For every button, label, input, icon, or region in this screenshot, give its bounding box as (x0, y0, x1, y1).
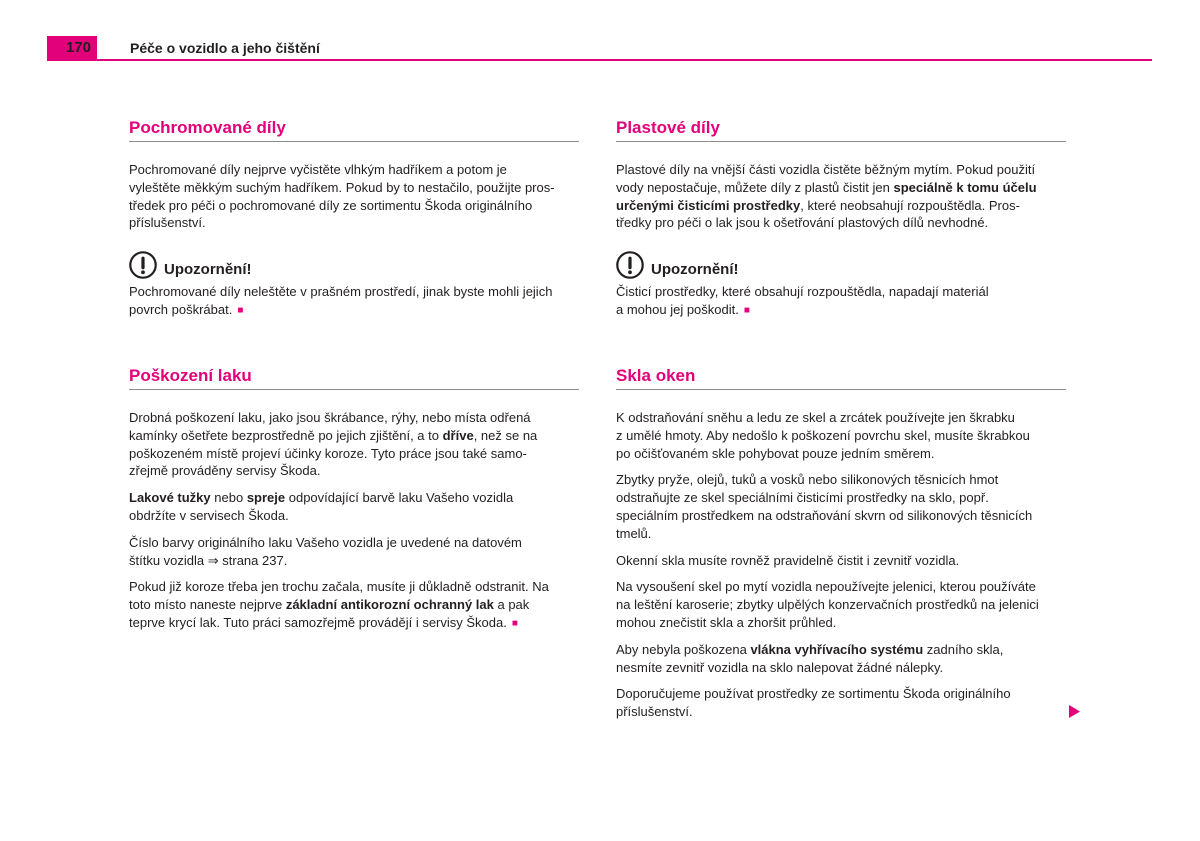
text-line (129, 489, 579, 507)
text-segment: teprve krycí lak. Tuto práci samozřejmě provádějí i servisy Škoda. (129, 614, 507, 630)
warning-title: Upozornění! (651, 261, 739, 279)
text-line: příslušenství. (129, 215, 206, 231)
section-body (616, 161, 1066, 232)
page-number-box (47, 36, 97, 60)
text-segment: , než se na (473, 427, 538, 443)
section-body (129, 409, 579, 632)
text-line (129, 614, 579, 632)
paragraph (616, 409, 1066, 462)
text-line (129, 596, 579, 614)
text-line: zřejmě prováděny servisy Škoda. (129, 463, 321, 479)
text-line: speciálním prostředkem na odstraňování skvrn od silikonových těsnicích (616, 507, 1033, 523)
section-plastic-parts (616, 118, 1066, 319)
section-paint-damage (129, 366, 579, 632)
paragraph (129, 578, 579, 631)
text-line: Drobná poškození laku, jako jsou škrábance, rýhy, nebo místa odřená (129, 410, 531, 425)
paragraph (616, 161, 1066, 232)
text-line: odstraňujte ze skel speciálními čisticími prostředky na sklo, popř. (616, 490, 989, 506)
section-end-marker: ■ (511, 617, 518, 629)
exclamation-circle-icon (129, 251, 157, 279)
bold-text: vlákna vyhřívacího systému (750, 641, 924, 657)
text-line (616, 641, 1066, 659)
warning-text (616, 283, 1066, 319)
text-line: na leštění karoserie; zbytky ulpělých konzervačních prostředků na jelenici (616, 597, 1039, 613)
text-line: obdržíte v servisech Škoda. (129, 507, 289, 523)
bold-text: určenými čisticími prostředky (616, 197, 801, 213)
text-segment: povrch poškrábat. (129, 301, 233, 317)
text-segment: zadního skla, (923, 641, 1004, 657)
bold-text: dříve (442, 427, 474, 443)
text-line: štítku vozidla ⇒ strana 237. (129, 552, 288, 568)
text-line: tmelů. (616, 525, 652, 541)
bold-text: Lakové tužky (129, 490, 211, 506)
text-line: Doporučujeme používat prostředky ze sortimentu Škoda originálního (616, 686, 1011, 702)
text-line: Okenní skla musíte rovněž pravidelně čistit i zevnitř vozidla. (616, 552, 960, 568)
paragraph (129, 161, 579, 232)
bold-text: speciálně k tomu účelu (893, 179, 1037, 195)
text-line: Zbytky pryže, olejů, tuků a vosků nebo silikonových těsnicích hmot (616, 472, 999, 488)
text-line: Pokud již koroze třeba jen trochu začala, musíte ji důkladně odstranit. Na (129, 579, 549, 595)
warning-text (129, 283, 579, 319)
text-line: Pochromované díly neleštěte v prašném prostředí, jinak byste mohli jejich (129, 284, 553, 300)
section-heading: Pochromované díly (129, 118, 579, 142)
warning-title: Upozornění! (164, 261, 252, 279)
paragraph (616, 578, 1066, 631)
text-line (616, 179, 1066, 197)
section-body (129, 161, 579, 232)
text-line (129, 427, 579, 445)
text-line: příslušenství. (616, 704, 693, 720)
text-line (616, 197, 1066, 215)
section-end-marker: ■ (237, 304, 244, 316)
bold-text: spreje (246, 490, 286, 506)
warning-box (129, 251, 579, 319)
text-line: tředky pro péči o lak jsou k ošetřování plastových dílů nevhodné. (616, 215, 989, 231)
text-segment: a mohou jej poškodit. (616, 301, 739, 317)
chapter-title: Péče o vozidlo a jeho čištění (130, 40, 320, 56)
section-heading: Plastové díly (616, 118, 1066, 142)
text-line: po očišťovaném skle pohybovat pouze jedním směrem. (616, 445, 935, 461)
section-end-marker: ■ (743, 304, 750, 316)
triangle-right-icon (1069, 705, 1080, 718)
paragraph (616, 552, 1066, 570)
text-line: poškozeném místě projeví účinky koroze. Tyto práce jsou také samo- (129, 445, 527, 461)
warning-box (616, 251, 1066, 319)
exclamation-circle-icon (616, 251, 644, 279)
text-segment: nebo (210, 490, 247, 506)
text-segment: odpovídající barvě laku Vašeho vozidla (285, 490, 514, 506)
paragraph (129, 534, 579, 570)
page-number: 170 (65, 39, 91, 56)
section-heading: Skla oken (616, 366, 1066, 390)
paragraph (616, 685, 1066, 721)
text-line: Na vysoušení skel po mytí vozidla nepoužívejte jelenici, kterou používáte (616, 579, 1036, 595)
paragraph (129, 409, 579, 480)
text-line: z umělé hmoty. Aby nedošlo k poškození povrchu skel, musíte škrabkou (616, 427, 1030, 443)
header-rule (47, 59, 1152, 61)
bold-text: základní antikorozní ochranný lak (285, 597, 494, 613)
text-line: mohou znečistit skla a zhoršit průhled. (616, 614, 837, 630)
text-segment: Aby nebyla poškozena (616, 641, 751, 657)
text-line: Čisticí prostředky, které obsahují rozpouštědla, napadají materiál (616, 284, 989, 300)
warning-header (616, 251, 1066, 279)
text-segment: kamínky ošetřete bezprostředně po jejich zjištění, a to (129, 427, 443, 443)
paragraph (616, 471, 1066, 542)
section-body (616, 409, 1066, 721)
text-segment: a pak (493, 597, 530, 613)
text-line: nesmíte zevnitř vozidla na sklo nalepovat žádné nálepky. (616, 659, 944, 675)
text-line: Plastové díly na vnější části vozidla čistěte běžným mytím. Pokud použití (616, 162, 1036, 177)
text-line (616, 301, 1066, 319)
text-line: tředek pro péči o pochromované díly ze sortimentu Škoda originálního (129, 197, 533, 213)
section-chrome-parts (129, 118, 579, 319)
text-line: vyleštěte měkkým suchým hadříkem. Pokud by to nestačilo, použijte pros- (129, 179, 555, 195)
warning-header (129, 251, 579, 279)
section-heading: Poškození laku (129, 366, 579, 390)
text-line (129, 301, 579, 319)
text-line: Pochromované díly nejprve vyčistěte vlhkým hadříkem a potom je (129, 162, 507, 177)
paragraph (616, 641, 1066, 677)
text-line: K odstraňování sněhu a ledu ze skel a zrcátek používejte jen škrabku (616, 410, 1015, 425)
text-line: Číslo barvy originálního laku Vašeho vozidla je uvedené na datovém (129, 534, 522, 550)
section-window-glass (616, 366, 1066, 721)
text-segment: toto místo naneste nejprve (129, 597, 286, 613)
paragraph (129, 489, 579, 525)
text-segment: , které neobsahují rozpouštědla. Pros- (800, 197, 1020, 213)
text-segment: vody nepostačuje, můžete díly z plastů čistit jen (616, 179, 894, 195)
